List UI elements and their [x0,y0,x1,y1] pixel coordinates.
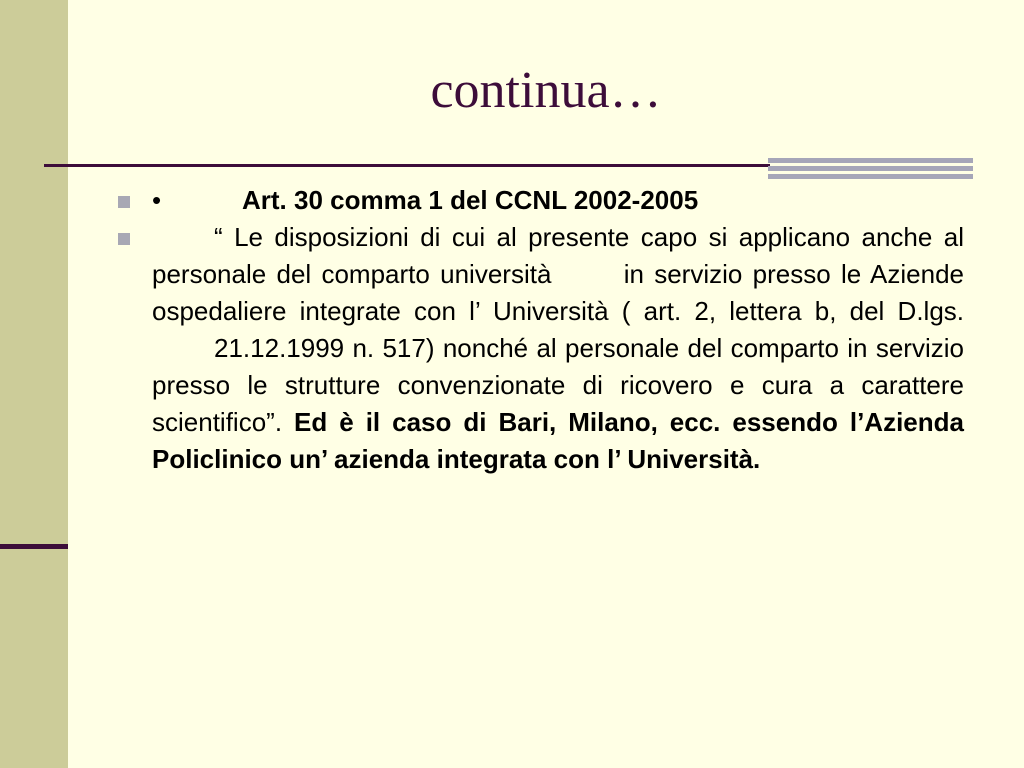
square-bullet-icon [118,196,130,208]
dot-symbol: • [152,185,162,215]
body-bold-text: Ed è il caso di Bari, Milano, ecc. essendo l’Azienda Policlinico un’ azienda integrata con l’ Università. [152,407,964,474]
bullet-heading-text: Art. 30 comma 1 del CCNL 2002-2005 [242,185,699,215]
body-line-7: convenzionate di ricovero e cura a carattere [397,370,964,400]
body-line-4: integrate con l’ Università ( art. 2, lettera b, del D.lgs. [299,296,964,326]
title-divider-accent [768,158,973,179]
body-line-2: applicano anche al personale del comparto università [152,222,964,289]
body-line-1: “ Le disposizioni di cui al presente capo si [214,222,728,252]
body-line-6: comparto in servizio presso le strutture [152,333,964,400]
bullet-heading [152,182,964,219]
slide-title: continua… [430,62,662,119]
left-decorative-band [0,0,68,768]
left-accent-line [0,544,68,549]
body-normal-tail: scientifico”. [152,407,295,437]
square-bullet-icon [118,233,130,245]
bullet-item-2 [110,219,964,478]
body-line-5: 21.12.1999 n. 517) nonché al personale del [214,333,723,363]
bullet-body-text [152,219,964,478]
slide-content [110,182,964,478]
bullet-item-1 [110,182,964,219]
title-divider [44,164,770,167]
body-line-3: in servizio presso le Aziende ospedaliere [152,259,965,326]
